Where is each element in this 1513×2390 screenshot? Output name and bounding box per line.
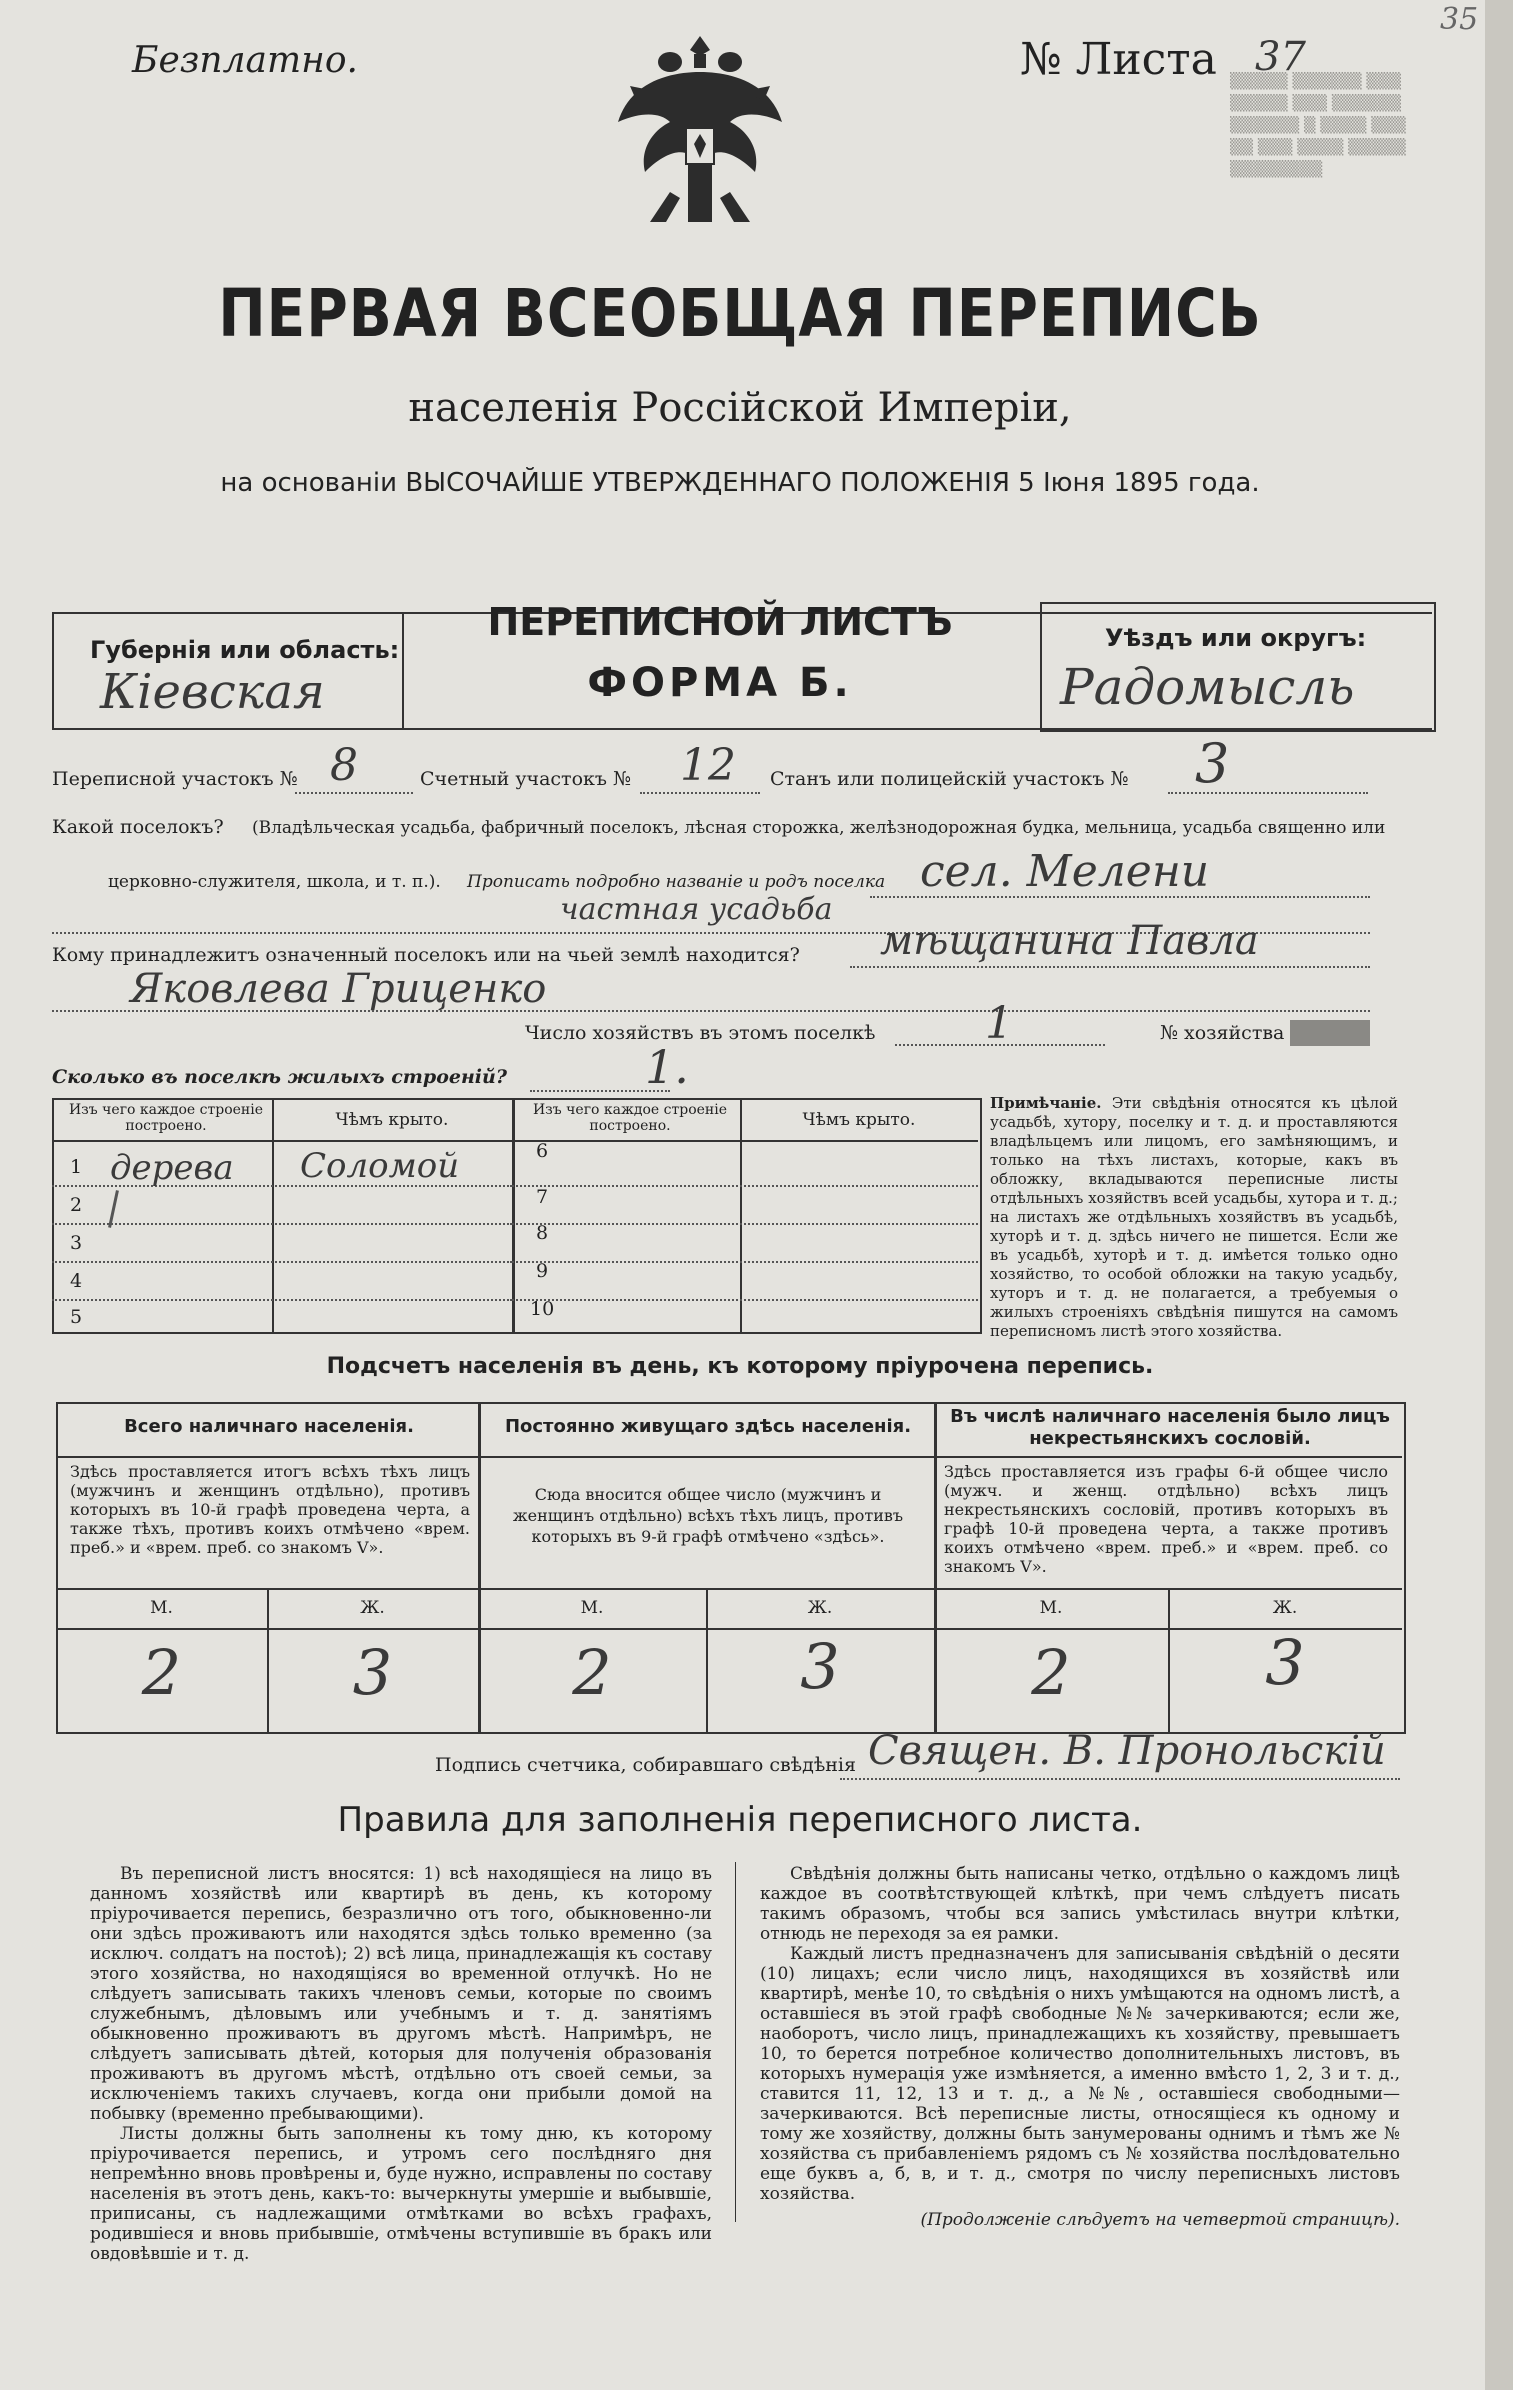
dotted-line: [52, 1299, 512, 1301]
table-row-number: 3: [70, 1232, 83, 1254]
count-col1-text: Здѣсь проставляется итогъ всѣхъ тѣхъ лицъ (мужчинъ и женщинъ отдѣльно), противъ которыхъ въ 10-й графѣ проведена черта, а также тѣхъ, противъ коихъ отмѣчено «врем. преб.» и «врем. преб. со знакомъ V».: [70, 1462, 470, 1557]
col-material-header-2: Изъ чего каждое строеніе построено.: [532, 1102, 728, 1134]
households-label: Число хозяйствъ въ этомъ поселкѣ: [525, 1022, 876, 1044]
count-value: 2: [1031, 1636, 1071, 1709]
rule: [52, 1140, 978, 1142]
col-m: М.: [150, 1598, 173, 1618]
note: [990, 1094, 1398, 1341]
uezd-value: Радомысль: [1060, 658, 1355, 716]
schetny-value: 12: [680, 740, 736, 791]
page-edge: [1485, 0, 1513, 2390]
rule: [56, 1456, 1402, 1458]
corner-number: 35: [1440, 2, 1479, 37]
col-m: М.: [1039, 1598, 1063, 1618]
bleed-through-text: ▒▒▒▒▒ ▒▒▒▒▒▒ ▒▒▒ ▒▒▒▒▒ ▒▒▒ ▒▒▒▒▒▒ ▒▒▒▒▒▒ ▒ ▒▒▒▒ ▒▒▒ ▒▒ ▒▒▒ ▒▒▒▒ ▒▒▒▒▒ ▒▒▒▒▒▒▒▒: [1230, 72, 1406, 178]
table-row-number: 8: [536, 1222, 549, 1244]
household-number-label: № хозяйства: [1160, 1022, 1285, 1044]
sheet-number-value: 37: [1255, 34, 1306, 80]
count-col3-title: Въ числѣ наличнаго населенія было лицъ некрестьянскихъ сословій.: [950, 1406, 1390, 1449]
dotted-line: [512, 1299, 978, 1301]
dotted-line: [52, 1223, 512, 1225]
count-value: 2: [572, 1636, 612, 1709]
gubernia-value: Кіевская: [100, 664, 325, 720]
count-col3-text: Здѣсь проставляется изъ графы 6-й общее число (мужч. и женщ. отдѣльно) всѣхъ лицъ некрестьянскихъ сословій, противъ которыхъ въ графѣ 10-й проведена черта, а также противъ коихъ отмѣчено «врем. преб.» и «врем. преб. со знакомъ V».: [944, 1462, 1388, 1576]
perepisnoy-label: Переписной участокъ №: [52, 768, 298, 790]
stan-label: Станъ или полицейскій участокъ №: [770, 768, 1129, 790]
form-type: ФОРМА Б.: [587, 660, 853, 706]
redacted-mark: [1290, 1020, 1370, 1046]
col-roof-header-2: Чѣмъ крыто.: [802, 1110, 916, 1130]
title-sub: населенія Россійской Имперіи,: [408, 385, 1072, 431]
poselok-label: Какой поселокъ?: [52, 816, 224, 838]
table-row-number: 1: [70, 1156, 83, 1178]
count-col2-title: Постоянно живущаго здѣсь населенія.: [504, 1416, 912, 1437]
rule: [735, 1862, 736, 2222]
form-name: ПЕРЕПИСНОЙ ЛИСТЪ: [487, 600, 953, 644]
signature-value: Священ. В. Пронольскій: [868, 1728, 1386, 1774]
count-value: 3: [800, 1630, 840, 1703]
count-value: 3: [352, 1636, 393, 1709]
poselok-value-1: сел. Мелени: [920, 846, 1210, 897]
table-row-number: 6: [536, 1140, 549, 1162]
owner-label: Кому принадлежитъ означенный поселокъ или на чьей землѣ находится?: [52, 944, 800, 966]
dotted-line: [512, 1185, 978, 1187]
poselok-hint-2: церковно-служителя, школа, и т. п.).: [108, 872, 441, 892]
dotted-line: [640, 792, 760, 794]
dotted-line: [295, 792, 413, 794]
table-row-number: 7: [536, 1186, 549, 1208]
building-material: дерева: [110, 1148, 234, 1188]
title-main-wrap: [0, 275, 1480, 352]
rules-title: Правила для заполненія переписного листа.: [337, 1800, 1143, 1840]
buildings-label: Сколько въ поселкѣ жилыхъ строеній?: [52, 1066, 507, 1088]
owner-value-1: мѣщанина Павла: [880, 918, 1259, 964]
note-head: Примѣчаніе.: [990, 1094, 1102, 1112]
poselok-value-2: частная усадьба: [560, 892, 833, 927]
rule: [56, 1588, 1402, 1590]
stan-value: 3: [1195, 732, 1230, 795]
rule: [740, 1098, 742, 1332]
dotted-line: [850, 966, 1370, 968]
col-roof-header: Чѣмъ крыто.: [335, 1110, 449, 1130]
table-row-number: 10: [530, 1298, 555, 1320]
col-material-header: Изъ чего каждое строеніе построено.: [68, 1102, 264, 1134]
sheet-number-label: № Листа: [1020, 34, 1217, 85]
table-row-number: 2: [70, 1194, 83, 1216]
eagle-emblem-icon: [610, 32, 790, 242]
rules-right-p2: Каждый листъ предназначенъ для записыванія свѣдѣній о десяти (10) лицахъ; если число лицъ, находящихся въ хозяйствѣ или квартирѣ, менѣе 10, то свѣдѣнія о нихъ умѣщаются на одномъ листѣ, а оставшіеся въ этой графѣ свободные №№ зачеркиваются; если же, наоборотъ, число лицъ, принадлежащихъ къ хозяйству, превышаетъ 10, то берется потребное количество дополнительныхъ листовъ, въ которыхъ нумерація уже измѣняется, а именно вмѣсто 1, 2, 3 и т. д., ставится 11, 12, 13 и т. д., а №№, оставшіеся свободными—зачеркиваются. Всѣ переписные листы, относящіеся къ одному и тому же хозяйству, должны быть занумерованы однимъ и тѣмъ же № хозяйства съ прибавленіемъ рядомъ съ № хозяйства послѣдовательно еще буквъ а, б, в, и т. д., смотря по числу переписныхъ листовъ хозяйства.: [760, 1944, 1400, 2204]
rules-continued: (Продолженіе слѣдуетъ на четвертой страницѣ).: [920, 2210, 1400, 2230]
buildings-value: 1.: [645, 1040, 689, 1094]
rules-right: [760, 1864, 1400, 2230]
rule: [272, 1098, 274, 1332]
rules-left-p2: Листы должны быть заполнены къ тому дню, къ которому пріурочивается перепись, и утромъ сего послѣдняго дня непремѣнно вновь провѣрены и, буде нужно, исправлены по составу населенія въ этотъ день, какъ-то: вычеркнуты умершіе и выбывшіе, приписаны, съ надлежащими отмѣтками во всѣхъ графахъ, родившіеся и вновь прибывшіе, отмѣчены вступившіе въ бракъ или овдовѣвшіе и т. д.: [90, 2124, 712, 2264]
dotted-line: [52, 1010, 1370, 1012]
table-row-number: 4: [70, 1270, 83, 1292]
count-value: 3: [1265, 1626, 1305, 1699]
col-zh: Ж.: [360, 1598, 385, 1618]
dotted-line: [512, 1261, 978, 1263]
col-zh: Ж.: [807, 1598, 833, 1618]
building-roof: Соломой: [300, 1146, 460, 1186]
count-col1-title: Всего наличнаго населенія.: [124, 1416, 414, 1437]
col-zh: Ж.: [1272, 1598, 1298, 1618]
signature-label: Подпись счетчика, собиравшаго свѣдѣнія: [435, 1754, 856, 1776]
gubernia-label: Губернія или область:: [90, 636, 400, 664]
note-text: Эти свѣдѣнія относятся къ цѣлой усадьбѣ, хутору, поселку и т. д. и проставляются владѣльцемъ или лицомъ, его замѣняющимъ, и только на тѣхъ листахъ, которые, какъ въ обложку, вкладываются переписные листы отдѣльныхъ хозяйствъ всей усадьбы, хутора и т. д.; на листахъ же отдѣльныхъ хозяйствъ въ усадьбѣ, хуторѣ и т. д. здѣсь ничего не пишется. Если же въ усадьбѣ, хуторѣ и т. д. имѣется только одно хозяйство, то особой обложки на такую усадьбу, хуторъ и т. д. не полагается, а требуемыя о жилыхъ строеніяхъ свѣдѣнія пишутся на самомъ переписномъ листѣ этого хозяйства.: [990, 1094, 1398, 1340]
rules-right-p1: Свѣдѣнія должны быть написаны четко, отдѣльно о каждомъ лицѣ каждое въ соотвѣтствующей клѣткѣ, при чемъ слѣдуетъ писать такимъ образомъ, чтобы вся запись умѣстилась внутри клѣтки, отнюдь не переходя за ея рамки.: [760, 1864, 1400, 1944]
perepisnoy-value: 8: [330, 740, 358, 791]
schetny-label: Счетный участокъ №: [420, 768, 631, 790]
rules-left-p1: Въ переписной листъ вносятся: 1) всѣ находящіеся на лицо въ данномъ хозяйствѣ или квартирѣ въ день, къ которому пріурочивается перепись, безразлично отъ того, обыкновенно-ли они здѣсь проживаютъ или находятся здѣсь только временно (за исключ. солдатъ на постоѣ); 2) всѣ лица, принадлежащія къ составу этого хозяйства, но находящіяся во временной отлучкѣ. Но не слѣдуетъ записывать такихъ членовъ семьи, которые по своимъ служебнымъ, дѣловымъ или учебнымъ и т. д. занятіямъ обыкновенно проживаютъ въ другомъ мѣстѣ. Напримѣръ, не слѣдуетъ записывать дѣтей, которыя для полученія образованія проживаютъ въ другомъ мѣстѣ, отдѣльно отъ своей семьи, за исключеніемъ такихъ случаевъ, когда они прибыли домой на побывку (временно пребывающими).: [90, 1864, 712, 2124]
uezd-label: Уѣздъ или округъ:: [1105, 624, 1367, 652]
table-row-number: 5: [70, 1306, 83, 1328]
dotted-line: [512, 1223, 978, 1225]
count-value: 2: [141, 1636, 182, 1709]
title-basis: на основаніи ВЫСОЧАЙШЕ УТВЕРЖДЕННАГО ПОЛОЖЕНІЯ 5 Іюня 1895 года.: [220, 468, 1260, 498]
count-heading: Подсчетъ населенія въ день, къ которому пріурочена перепись.: [326, 1354, 1154, 1379]
dotted-line: [840, 1778, 1400, 1780]
poselok-hint-3: Прописать подробно названіе и родъ поселка: [467, 872, 886, 892]
owner-value-2: Яковлева Гриценко: [130, 966, 547, 1012]
dotted-line: [52, 1261, 512, 1263]
households-value: 1: [985, 998, 1013, 1049]
table-row-number: 9: [536, 1260, 549, 1282]
rule: [512, 1098, 515, 1332]
count-col2-text: Сюда вносится общее число (мужчинъ и женщинъ отдѣльно) всѣхъ тѣхъ лицъ, противъ которыхъ въ 9-й графѣ отмѣчено «здѣсь».: [512, 1485, 904, 1546]
free-label: Безплатно.: [132, 40, 358, 81]
rules-left: [90, 1864, 712, 2264]
col-m: М.: [580, 1598, 604, 1618]
title-main: ПЕРВАЯ ВСЕОБЩАЯ ПЕРЕПИСЬ: [218, 275, 1262, 352]
poselok-hint: (Владѣльческая усадьба, фабричный поселокъ, лѣсная сторожка, желѣзнодорожная будка, мельница, усадьба священно или: [252, 818, 1386, 838]
